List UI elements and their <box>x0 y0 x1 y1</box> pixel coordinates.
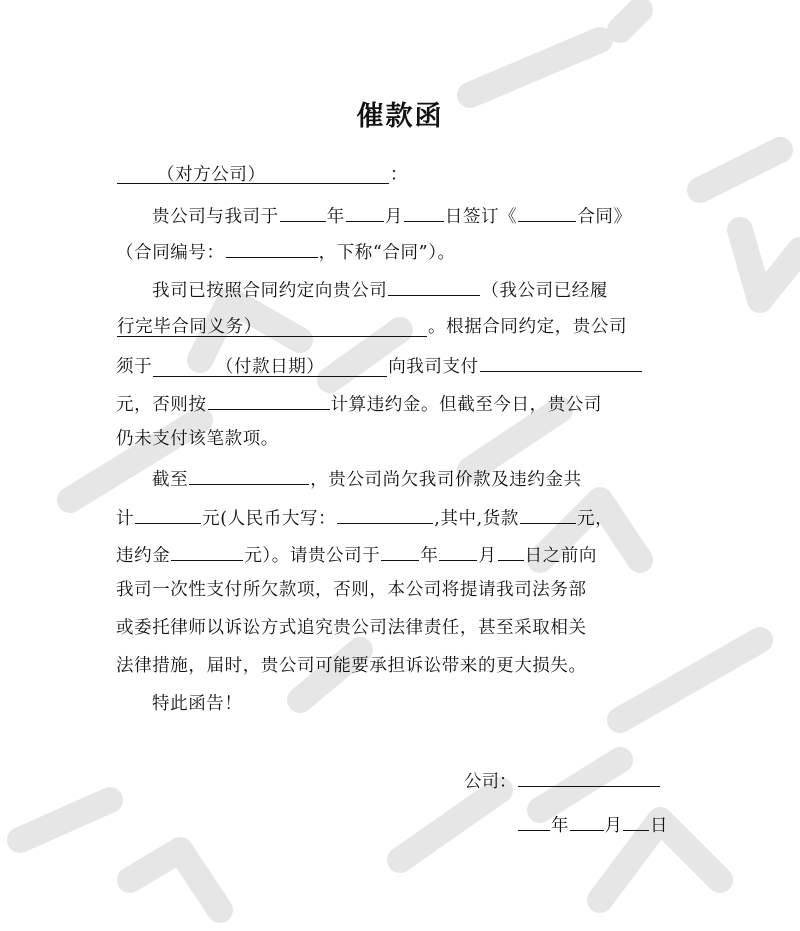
text: ,其中,货款 <box>434 509 519 529</box>
deadline-year-blank[interactable] <box>381 538 419 561</box>
sig-month-blank[interactable] <box>570 808 604 831</box>
p3-line2 <box>116 501 613 531</box>
text: （合同编号： <box>116 243 225 263</box>
closing-line <box>116 689 243 719</box>
deadline-day-blank[interactable] <box>498 538 524 561</box>
performance-blank[interactable] <box>388 273 480 296</box>
text: 向我司支付 <box>388 357 479 377</box>
cutoff-date-blank[interactable] <box>189 462 309 485</box>
text: ，贵公司尚欠我司价款及违约金共 <box>310 470 582 490</box>
penalty-amount-blank[interactable] <box>171 538 243 561</box>
goods-amount-blank[interactable] <box>520 501 576 524</box>
deadline-month-blank[interactable] <box>439 538 477 561</box>
signature-company <box>464 764 661 794</box>
text: 月 <box>384 207 403 227</box>
p3-line3 <box>116 538 597 568</box>
text: 法律措施，届时，贵公司可能要承担诉讼带来的更大损失。 <box>116 656 587 676</box>
text: 计 <box>116 509 135 529</box>
text: 或委托律师以诉讼方式追究贵公司法律责任，甚至采取相关 <box>116 618 587 638</box>
penalty-method-blank[interactable] <box>208 387 330 410</box>
text: 日之前向 <box>524 546 597 566</box>
p1-line2 <box>116 235 456 265</box>
p3-line4 <box>116 575 587 605</box>
text: 元）。请贵公司于 <box>244 546 381 566</box>
payment-date-blank[interactable] <box>153 354 387 377</box>
company-label: 公司： <box>464 772 517 792</box>
text: 日签订《 <box>444 207 518 227</box>
text: 我司一次性支付所欠款项，否则，本公司将提请我司法务部 <box>116 580 587 600</box>
signature-date <box>517 808 668 838</box>
contract-name-blank[interactable] <box>518 199 576 222</box>
p2-line5 <box>116 424 279 454</box>
text: 年 <box>326 207 345 227</box>
text: 年 <box>420 546 439 566</box>
text: 。根据合同约定，贵公司 <box>428 317 628 337</box>
text: 月 <box>604 816 622 836</box>
total-amount-words-blank[interactable] <box>337 501 433 524</box>
sign-day-blank[interactable] <box>404 199 444 222</box>
addressee-line <box>116 160 408 190</box>
payment-amount-blank[interactable] <box>480 349 642 372</box>
company-name-blank[interactable] <box>518 764 660 787</box>
text: 贵公司与我司于 <box>152 207 279 227</box>
hint-text: 行完毕合同义务） <box>117 317 262 337</box>
p3-line6 <box>116 651 587 681</box>
p2-line1 <box>116 273 608 303</box>
text: 我司已按照合同约定向贵公司 <box>152 281 388 301</box>
text: 违约金 <box>116 546 171 566</box>
hint-text: （我公司已经履 <box>481 281 609 301</box>
text: ，下称“合同”）。 <box>318 243 456 263</box>
sign-year-blank[interactable] <box>280 199 326 222</box>
contract-number-blank[interactable] <box>226 235 318 258</box>
hint-text: （付款日期） <box>215 357 325 377</box>
colon: ： <box>390 165 409 185</box>
performance-blank-cont[interactable] <box>117 314 427 337</box>
text: 仍未支付该笔款项。 <box>116 429 279 449</box>
closing-text: 特此函告！ <box>152 694 243 714</box>
text: 合同》 <box>577 207 632 227</box>
text: 日 <box>650 816 668 836</box>
text: 须于 <box>116 357 153 377</box>
opponent-company-blank[interactable] <box>117 162 389 184</box>
text: 截至 <box>152 470 189 490</box>
p1-line1 <box>116 199 632 229</box>
text: 年 <box>551 816 569 836</box>
opponent-hint: （对方公司） <box>157 165 266 185</box>
text: 元， <box>576 509 614 529</box>
text: 计算违约金。但截至今日，贵公司 <box>330 395 602 415</box>
p2-line2 <box>116 312 627 342</box>
sig-year-blank[interactable] <box>518 808 550 831</box>
p2-line3 <box>116 349 643 379</box>
total-amount-blank[interactable] <box>135 501 201 524</box>
p2-line4 <box>116 387 602 417</box>
sig-day-blank[interactable] <box>623 808 649 831</box>
p3-line5 <box>116 613 587 643</box>
text: 元，否则按 <box>116 395 207 415</box>
sign-month-blank[interactable] <box>346 199 384 222</box>
text: 月 <box>478 546 497 566</box>
p3-line1 <box>116 462 582 492</box>
page-title: 催款函 <box>356 101 444 132</box>
text: 元(人民币大写： <box>202 509 337 529</box>
